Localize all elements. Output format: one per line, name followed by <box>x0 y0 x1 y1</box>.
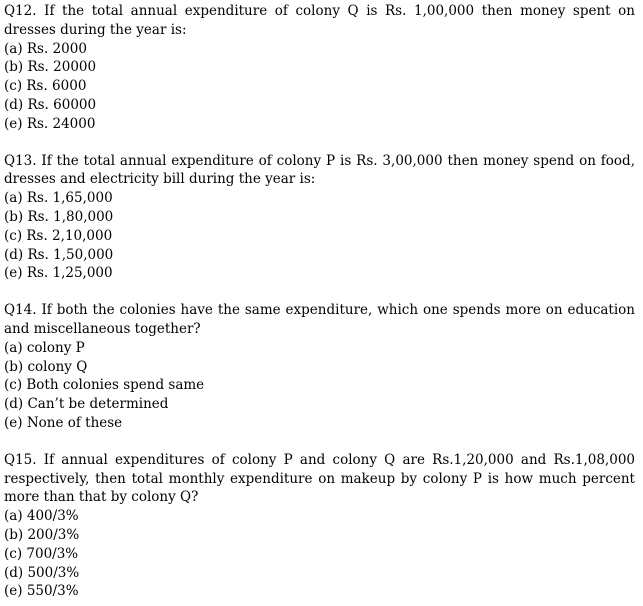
question-14-stem: Q14. If both the colonies have the same expenditure, which one spends more on education and miscellaneous together? <box>4 302 635 337</box>
question-15-option-c: (c) 700/3% <box>4 545 79 562</box>
question-13-option-a: (a) Rs. 1,65,000 <box>4 190 113 207</box>
question-13-option-d: (d) Rs. 1,50,000 <box>4 246 114 263</box>
question-14 <box>4 301 635 433</box>
question-12-option-e: (e) Rs. 24000 <box>4 115 96 132</box>
question-15-options <box>4 507 635 601</box>
question-13-stem: Q13. If the total annual expenditure of colony P is Rs. 3,00,000 then money spend on food, dresses and electricity bill during the year is: <box>4 152 635 188</box>
question-13-option-e: (e) Rs. 1,25,000 <box>4 265 113 282</box>
question-14-option-b: (b) colony Q <box>4 358 88 375</box>
question-15-stem: Q15. If annual expenditures of colony P and colony Q are Rs.1,20,000 and Rs.1,08,000 respectively, then total monthly expenditure on makeup by colony P is how much percent more than that by colony Q? <box>4 451 635 506</box>
question-15-option-a: (a) 400/3% <box>4 508 79 525</box>
question-15-option-e: (e) 550/3% <box>4 583 79 600</box>
question-14-option-e: (e) None of these <box>4 414 123 431</box>
question-13 <box>4 152 635 284</box>
question-12-stem: Q12. If the total annual expenditure of colony Q is Rs. 1,00,000 then money spent on dresses during the year is: <box>4 3 635 38</box>
question-12-options <box>4 40 635 134</box>
question-13-option-b: (b) Rs. 1,80,000 <box>4 208 114 225</box>
question-13-options <box>4 189 635 283</box>
question-12-option-a: (a) Rs. 2000 <box>4 40 87 57</box>
question-12-option-c: (c) Rs. 6000 <box>4 78 87 95</box>
question-15-option-d: (d) 500/3% <box>4 564 80 581</box>
question-14-option-a: (a) colony P <box>4 339 85 356</box>
question-13-option-c: (c) Rs. 2,10,000 <box>4 227 113 244</box>
question-15 <box>4 451 635 601</box>
question-12-option-b: (b) Rs. 20000 <box>4 59 97 76</box>
question-12 <box>4 2 635 134</box>
question-15-option-b: (b) 200/3% <box>4 526 80 543</box>
question-14-option-c: (c) Both colonies spend same <box>4 377 205 394</box>
question-14-options <box>4 339 635 433</box>
question-14-option-d: (d) Can’t be determined <box>4 396 169 413</box>
question-12-option-d: (d) Rs. 60000 <box>4 96 97 113</box>
